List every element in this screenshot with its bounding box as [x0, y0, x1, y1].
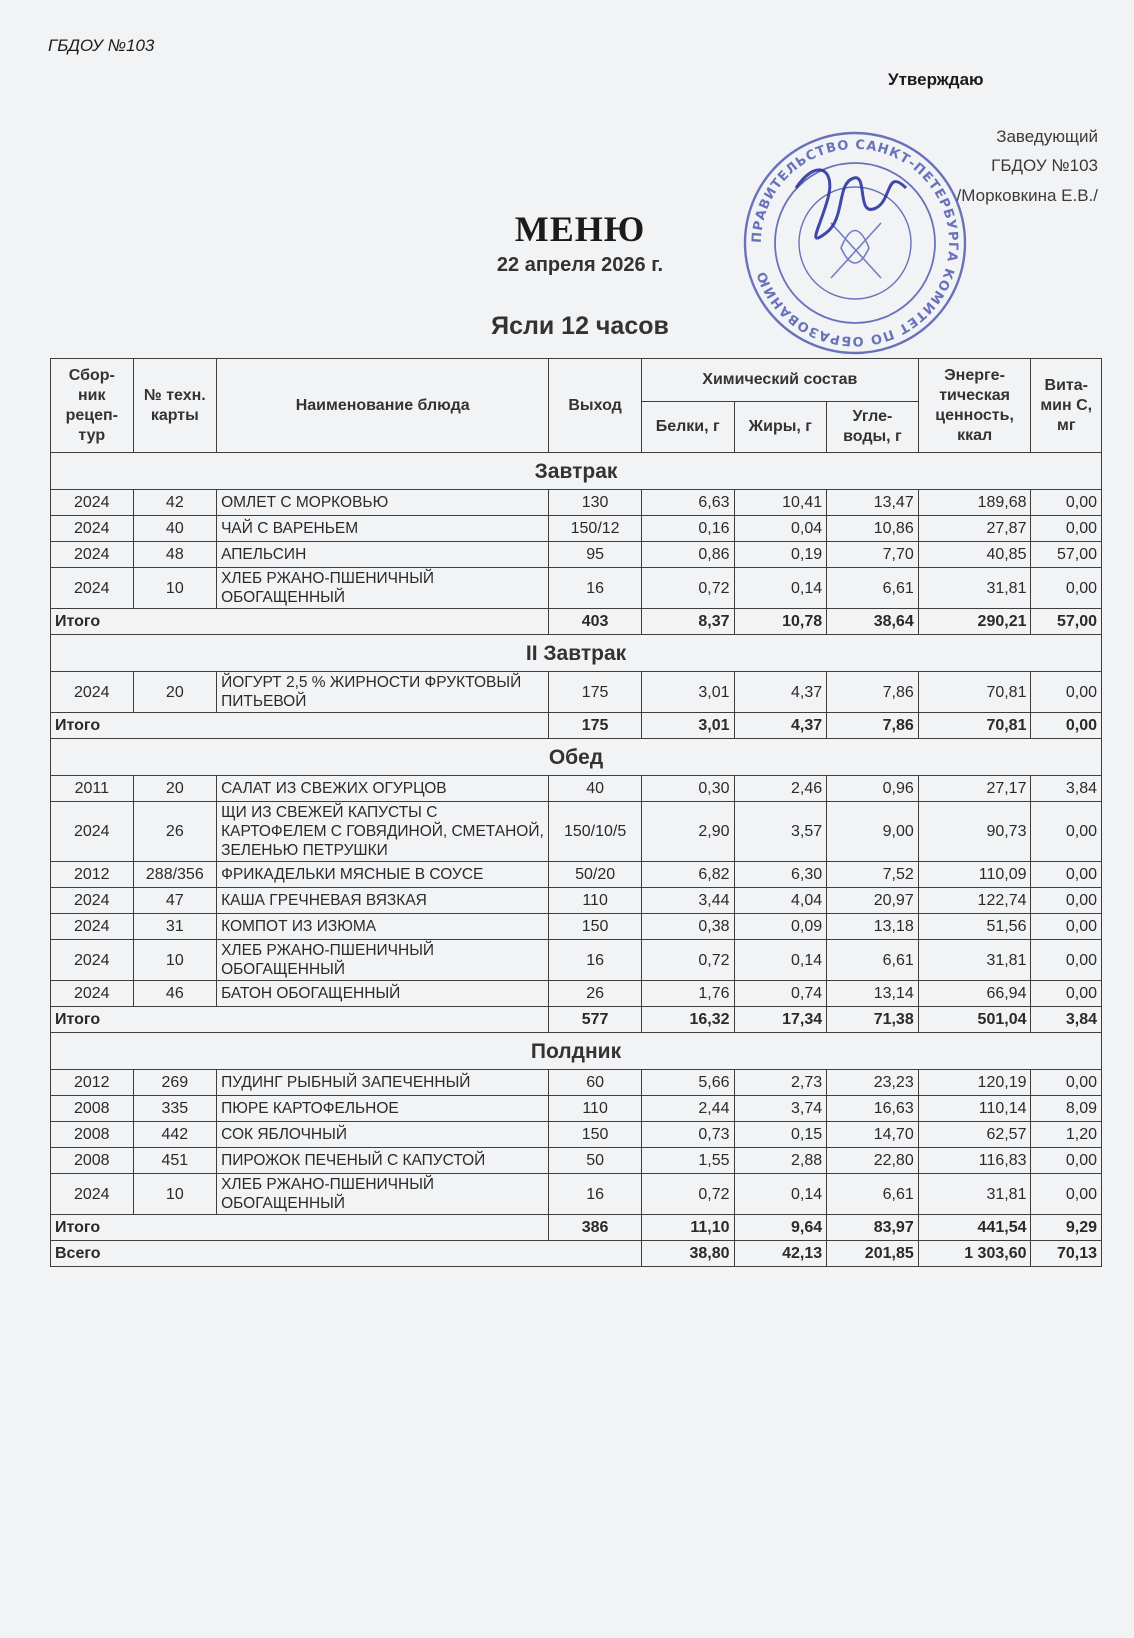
total-yield-cell: 403: [549, 609, 642, 635]
protein-cell: 2,90: [641, 802, 734, 862]
yield-cell: 150/12: [549, 516, 642, 542]
card-cell: 10: [133, 940, 217, 981]
card-cell: 48: [133, 542, 217, 568]
col-chem-header: Химический состав: [641, 359, 918, 402]
total-energy-cell: 290,21: [918, 609, 1031, 635]
fat-cell: 4,37: [734, 672, 827, 713]
table-row: [51, 981, 1102, 1007]
collection-cell: 2024: [51, 914, 134, 940]
vitamin-cell: 0,00: [1031, 940, 1102, 981]
col-collection-header: Сбор-ник рецеп-тур: [51, 359, 134, 453]
dish-name-cell: ПУДИНГ РЫБНЫЙ ЗАПЕЧЕННЫЙ: [217, 1070, 549, 1096]
protein-cell: 5,66: [641, 1070, 734, 1096]
energy-cell: 51,56: [918, 914, 1031, 940]
energy-cell: 31,81: [918, 940, 1031, 981]
carbs-cell: 23,23: [827, 1070, 919, 1096]
collection-cell: 2024: [51, 516, 134, 542]
section-title: Обед: [51, 739, 1102, 776]
card-cell: 20: [133, 776, 217, 802]
collection-cell: 2008: [51, 1122, 134, 1148]
menu-date: 22 апреля 2026 г.: [496, 254, 664, 276]
total-label: Итого: [51, 713, 549, 739]
vitamin-cell: 8,09: [1031, 1096, 1102, 1122]
vitamin-cell: 0,00: [1031, 516, 1102, 542]
vitamin-cell: 0,00: [1031, 1174, 1102, 1215]
protein-cell: 0,16: [641, 516, 734, 542]
table-row: [51, 1070, 1102, 1096]
energy-cell: 110,14: [918, 1096, 1031, 1122]
carbs-cell: 10,86: [827, 516, 919, 542]
grand-total-label: Всего: [51, 1241, 642, 1267]
total-vitamin-cell: 9,29: [1031, 1215, 1102, 1241]
card-cell: 442: [133, 1122, 217, 1148]
vitamin-cell: 3,84: [1031, 776, 1102, 802]
protein-cell: 0,86: [641, 542, 734, 568]
protein-cell: 2,44: [641, 1096, 734, 1122]
total-energy-cell: 441,54: [918, 1215, 1031, 1241]
protein-cell: 1,55: [641, 1148, 734, 1174]
page-title: МЕНЮ: [514, 209, 646, 249]
total-vitamin-cell: 3,84: [1031, 1007, 1102, 1033]
collection-cell: 2012: [51, 862, 134, 888]
fat-cell: 0,09: [734, 914, 827, 940]
card-cell: 47: [133, 888, 217, 914]
fat-cell: 0,14: [734, 1174, 827, 1215]
table-row: [51, 568, 1102, 609]
protein-cell: 1,76: [641, 981, 734, 1007]
collection-cell: 2024: [51, 888, 134, 914]
section-row: [51, 739, 1102, 776]
total-protein-cell: 3,01: [641, 713, 734, 739]
dish-name-cell: ХЛЕБ РЖАНО-ПШЕНИЧНЫЙ ОБОГАЩЕННЫЙ: [217, 940, 549, 981]
total-carbs-cell: 83,97: [827, 1215, 919, 1241]
fat-cell: 0,15: [734, 1122, 827, 1148]
carbs-cell: 20,97: [827, 888, 919, 914]
total-row: [51, 609, 1102, 635]
carbs-cell: 7,52: [827, 862, 919, 888]
carbs-cell: 6,61: [827, 940, 919, 981]
card-cell: 40: [133, 516, 217, 542]
fat-cell: 0,74: [734, 981, 827, 1007]
fat-cell: 6,30: [734, 862, 827, 888]
total-carbs-cell: 71,38: [827, 1007, 919, 1033]
fat-cell: 2,73: [734, 1070, 827, 1096]
vitamin-cell: 0,00: [1031, 888, 1102, 914]
card-cell: 451: [133, 1148, 217, 1174]
energy-cell: 40,85: [918, 542, 1031, 568]
group-name: Ясли 12 часов: [491, 312, 669, 340]
card-cell: 288/356: [133, 862, 217, 888]
fat-cell: 0,19: [734, 542, 827, 568]
head-name: /Морковкина Е.В./: [956, 186, 1098, 205]
yield-cell: 50/20: [549, 862, 642, 888]
yield-cell: 95: [549, 542, 642, 568]
yield-cell: 150: [549, 914, 642, 940]
carbs-cell: 7,86: [827, 672, 919, 713]
dish-name-cell: ПЮРЕ КАРТОФЕЛЬНОЕ: [217, 1096, 549, 1122]
yield-cell: 50: [549, 1148, 642, 1174]
section-title: Завтрак: [51, 453, 1102, 490]
yield-cell: 16: [549, 1174, 642, 1215]
carbs-cell: 13,47: [827, 490, 919, 516]
total-energy-cell: 70,81: [918, 713, 1031, 739]
section-title: II Завтрак: [51, 635, 1102, 672]
dish-name-cell: ХЛЕБ РЖАНО-ПШЕНИЧНЫЙ ОБОГАЩЕННЫЙ: [217, 1174, 549, 1215]
vitamin-cell: 0,00: [1031, 672, 1102, 713]
vitamin-cell: 0,00: [1031, 802, 1102, 862]
table-row: [51, 672, 1102, 713]
energy-cell: 116,83: [918, 1148, 1031, 1174]
yield-cell: 130: [549, 490, 642, 516]
protein-cell: 6,82: [641, 862, 734, 888]
fat-cell: 0,14: [734, 568, 827, 609]
carbs-cell: 22,80: [827, 1148, 919, 1174]
vitamin-cell: 0,00: [1031, 1070, 1102, 1096]
yield-cell: 150/10/5: [549, 802, 642, 862]
carbs-cell: 6,61: [827, 1174, 919, 1215]
collection-cell: 2024: [51, 568, 134, 609]
dish-name-cell: ЙОГУРТ 2,5 % ЖИРНОСТИ ФРУКТОВЫЙ ПИТЬЕВОЙ: [217, 672, 549, 713]
total-carbs-cell: 7,86: [827, 713, 919, 739]
collection-cell: 2024: [51, 672, 134, 713]
col-yield-header: Выход: [549, 359, 642, 453]
collection-cell: 2008: [51, 1148, 134, 1174]
collection-cell: 2011: [51, 776, 134, 802]
energy-cell: 120,19: [918, 1070, 1031, 1096]
collection-cell: 2024: [51, 981, 134, 1007]
collection-cell: 2024: [51, 940, 134, 981]
total-yield-cell: 386: [549, 1215, 642, 1241]
vitamin-cell: 0,00: [1031, 914, 1102, 940]
table-row: [51, 802, 1102, 862]
protein-cell: 0,72: [641, 568, 734, 609]
vitamin-cell: 0,00: [1031, 981, 1102, 1007]
head-title: Заведующий: [996, 127, 1098, 146]
dish-name-cell: САЛАТ ИЗ СВЕЖИХ ОГУРЦОВ: [217, 776, 549, 802]
protein-cell: 0,73: [641, 1122, 734, 1148]
col-protein-header: Белки, г: [641, 402, 734, 453]
protein-cell: 3,01: [641, 672, 734, 713]
card-cell: 10: [133, 568, 217, 609]
protein-cell: 0,38: [641, 914, 734, 940]
menu-table: [50, 358, 1102, 1267]
energy-cell: 62,57: [918, 1122, 1031, 1148]
table-row: [51, 542, 1102, 568]
fat-cell: 2,46: [734, 776, 827, 802]
yield-cell: 110: [549, 1096, 642, 1122]
energy-cell: 110,09: [918, 862, 1031, 888]
yield-cell: 175: [549, 672, 642, 713]
total-vitamin-cell: 57,00: [1031, 609, 1102, 635]
table-row: [51, 776, 1102, 802]
carbs-cell: 6,61: [827, 568, 919, 609]
dish-name-cell: ПИРОЖОК ПЕЧЕНЫЙ С КАПУСТОЙ: [217, 1148, 549, 1174]
energy-cell: 27,87: [918, 516, 1031, 542]
total-protein-cell: 8,37: [641, 609, 734, 635]
total-label: Итого: [51, 1215, 549, 1241]
energy-cell: 31,81: [918, 1174, 1031, 1215]
fat-cell: 3,57: [734, 802, 827, 862]
collection-cell: 2024: [51, 542, 134, 568]
dish-name-cell: ХЛЕБ РЖАНО-ПШЕНИЧНЫЙ ОБОГАЩЕННЫЙ: [217, 568, 549, 609]
approve-label: Утверждаю: [888, 70, 984, 89]
grand-total-energy-cell: 1 303,60: [918, 1241, 1031, 1267]
yield-cell: 16: [549, 940, 642, 981]
carbs-cell: 16,63: [827, 1096, 919, 1122]
section-title: Полдник: [51, 1033, 1102, 1070]
carbs-cell: 13,14: [827, 981, 919, 1007]
vitamin-cell: 0,00: [1031, 490, 1102, 516]
collection-cell: 2008: [51, 1096, 134, 1122]
carbs-cell: 13,18: [827, 914, 919, 940]
grand-total-fat-cell: 42,13: [734, 1241, 827, 1267]
col-name-header: Наименование блюда: [217, 359, 549, 453]
table-row: [51, 490, 1102, 516]
carbs-cell: 7,70: [827, 542, 919, 568]
grand-total-carbs-cell: 201,85: [827, 1241, 919, 1267]
total-label: Итого: [51, 1007, 549, 1033]
total-protein-cell: 11,10: [641, 1215, 734, 1241]
col-card-header: № техн. карты: [133, 359, 217, 453]
fat-cell: 10,41: [734, 490, 827, 516]
section-row: [51, 635, 1102, 672]
table-row: [51, 1122, 1102, 1148]
vitamin-cell: 0,00: [1031, 1148, 1102, 1174]
carbs-cell: 14,70: [827, 1122, 919, 1148]
fat-cell: 3,74: [734, 1096, 827, 1122]
collection-cell: 2024: [51, 490, 134, 516]
org-name: ГБДОУ №103: [48, 36, 155, 55]
total-fat-cell: 9,64: [734, 1215, 827, 1241]
vitamin-cell: 0,00: [1031, 568, 1102, 609]
energy-cell: 90,73: [918, 802, 1031, 862]
energy-cell: 31,81: [918, 568, 1031, 609]
col-vitamin-header: Вита-мин С, мг: [1031, 359, 1102, 453]
total-label: Итого: [51, 609, 549, 635]
dish-name-cell: ЩИ ИЗ СВЕЖЕЙ КАПУСТЫ С КАРТОФЕЛЕМ С ГОВЯДИНОЙ, СМЕТАНОЙ, ЗЕЛЕНЬЮ ПЕТРУШКИ: [217, 802, 549, 862]
dish-name-cell: КАША ГРЕЧНЕВАЯ ВЯЗКАЯ: [217, 888, 549, 914]
fat-cell: 0,04: [734, 516, 827, 542]
total-fat-cell: 10,78: [734, 609, 827, 635]
energy-cell: 70,81: [918, 672, 1031, 713]
yield-cell: 150: [549, 1122, 642, 1148]
fat-cell: 2,88: [734, 1148, 827, 1174]
menu-body: [51, 453, 1102, 1267]
carbs-cell: 0,96: [827, 776, 919, 802]
head-org: ГБДОУ №103: [991, 156, 1098, 175]
vitamin-cell: 1,20: [1031, 1122, 1102, 1148]
energy-cell: 122,74: [918, 888, 1031, 914]
protein-cell: 3,44: [641, 888, 734, 914]
fat-cell: 0,14: [734, 940, 827, 981]
yield-cell: 26: [549, 981, 642, 1007]
card-cell: 335: [133, 1096, 217, 1122]
table-row: [51, 516, 1102, 542]
collection-cell: 2012: [51, 1070, 134, 1096]
card-cell: 10: [133, 1174, 217, 1215]
dish-name-cell: АПЕЛЬСИН: [217, 542, 549, 568]
total-vitamin-cell: 0,00: [1031, 713, 1102, 739]
table-row: [51, 1174, 1102, 1215]
dish-name-cell: СОК ЯБЛОЧНЫЙ: [217, 1122, 549, 1148]
energy-cell: 189,68: [918, 490, 1031, 516]
card-cell: 31: [133, 914, 217, 940]
energy-cell: 27,17: [918, 776, 1031, 802]
protein-cell: 0,30: [641, 776, 734, 802]
total-yield-cell: 175: [549, 713, 642, 739]
dish-name-cell: БАТОН ОБОГАЩЕННЫЙ: [217, 981, 549, 1007]
col-energy-header: Энерге-тическая ценность, ккал: [918, 359, 1031, 453]
card-cell: 42: [133, 490, 217, 516]
yield-cell: 40: [549, 776, 642, 802]
total-row: [51, 1215, 1102, 1241]
protein-cell: 0,72: [641, 940, 734, 981]
section-row: [51, 1033, 1102, 1070]
dish-name-cell: ЧАЙ С ВАРЕНЬЕМ: [217, 516, 549, 542]
carbs-cell: 9,00: [827, 802, 919, 862]
total-energy-cell: 501,04: [918, 1007, 1031, 1033]
total-fat-cell: 17,34: [734, 1007, 827, 1033]
protein-cell: 0,72: [641, 1174, 734, 1215]
card-cell: 26: [133, 802, 217, 862]
table-row: [51, 914, 1102, 940]
table-row: [51, 1096, 1102, 1122]
stamp-ring-text: ПРАВИТЕЛЬСТВО САНКТ-ПЕТЕРБУРГА КОМИТЕТ ПО ОБРАЗОВАНИЮ: [749, 137, 961, 349]
total-carbs-cell: 38,64: [827, 609, 919, 635]
col-fat-header: Жиры, г: [734, 402, 827, 453]
table-row: [51, 862, 1102, 888]
yield-cell: 60: [549, 1070, 642, 1096]
total-row: [51, 1007, 1102, 1033]
protein-cell: 6,63: [641, 490, 734, 516]
dish-name-cell: ФРИКАДЕЛЬКИ МЯСНЫЕ В СОУСЕ: [217, 862, 549, 888]
total-yield-cell: 577: [549, 1007, 642, 1033]
grand-total-row: [51, 1241, 1102, 1267]
table-row: [51, 940, 1102, 981]
vitamin-cell: 0,00: [1031, 862, 1102, 888]
table-row: [51, 1148, 1102, 1174]
grand-total-vitamin-cell: 70,13: [1031, 1241, 1102, 1267]
vitamin-cell: 57,00: [1031, 542, 1102, 568]
yield-cell: 16: [549, 568, 642, 609]
card-cell: 269: [133, 1070, 217, 1096]
col-carbs-header: Угле-воды, г: [827, 402, 919, 453]
dish-name-cell: КОМПОТ ИЗ ИЗЮМА: [217, 914, 549, 940]
card-cell: 20: [133, 672, 217, 713]
total-protein-cell: 16,32: [641, 1007, 734, 1033]
table-row: [51, 888, 1102, 914]
total-row: [51, 713, 1102, 739]
energy-cell: 66,94: [918, 981, 1031, 1007]
card-cell: 46: [133, 981, 217, 1007]
yield-cell: 110: [549, 888, 642, 914]
total-fat-cell: 4,37: [734, 713, 827, 739]
dish-name-cell: ОМЛЕТ С МОРКОВЬЮ: [217, 490, 549, 516]
collection-cell: 2024: [51, 1174, 134, 1215]
grand-total-protein-cell: 38,80: [641, 1241, 734, 1267]
collection-cell: 2024: [51, 802, 134, 862]
section-row: [51, 453, 1102, 490]
fat-cell: 4,04: [734, 888, 827, 914]
